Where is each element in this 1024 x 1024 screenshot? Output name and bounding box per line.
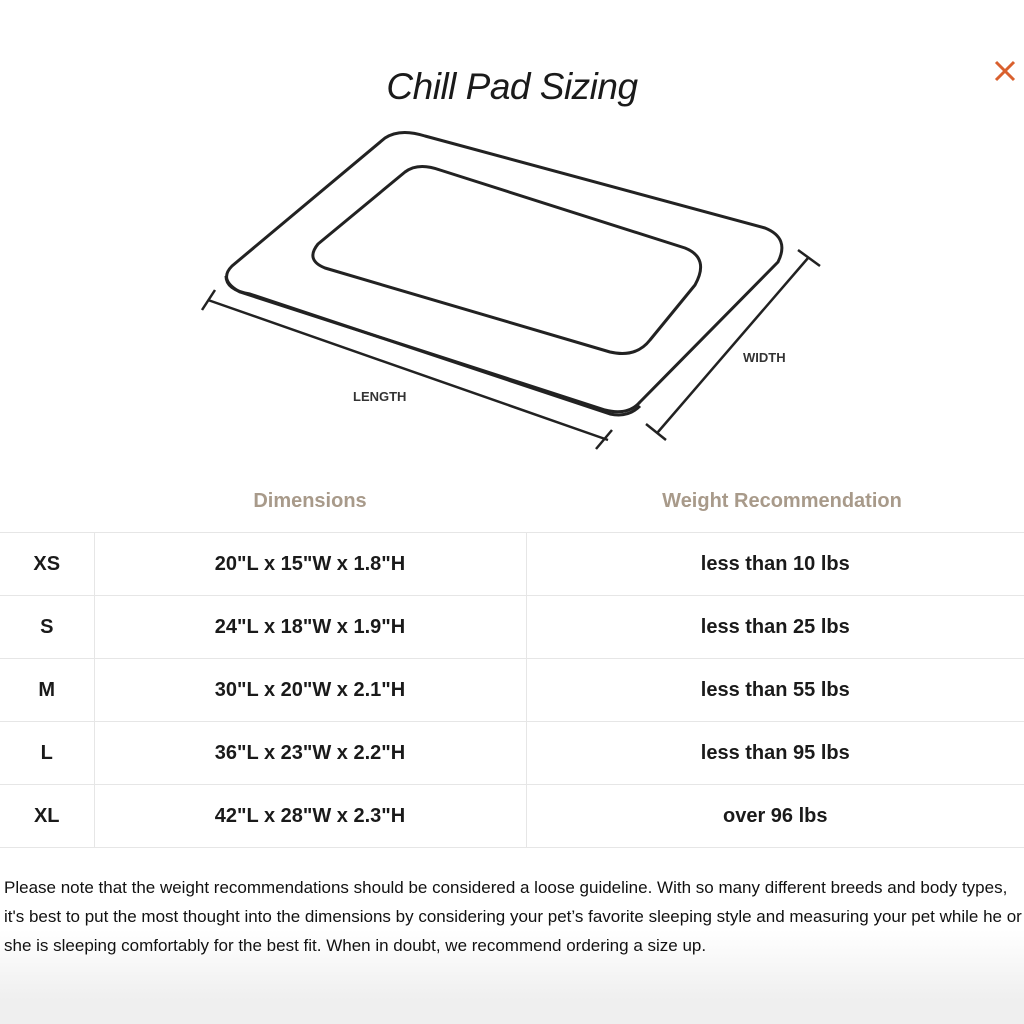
table-row [0, 722, 1024, 785]
cell-dimensions: 20"L x 15"W x 1.8"H [94, 533, 526, 596]
length-label: LENGTH [353, 389, 407, 404]
table-row [0, 785, 1024, 848]
pad-bottom-edge [226, 276, 640, 415]
cell-dimensions: 30"L x 20"W x 2.1"H [94, 659, 526, 722]
cell-weight: less than 10 lbs [526, 533, 1024, 596]
table-row [0, 659, 1024, 722]
cell-weight: over 96 lbs [526, 785, 1024, 848]
header-dimensions: Dimensions [253, 490, 367, 512]
cell-weight: less than 95 lbs [526, 722, 1024, 785]
cell-size: XS [0, 533, 94, 596]
cell-dimensions: 24"L x 18"W x 1.9"H [94, 596, 526, 659]
sizing-note: Please note that the weight recommendations should be considered a loose guideline. With so many different breeds and body types, it's best to put the most thought into the dimensions by considering your pet’s favorite sleeping style and measuring your pet while he or she is sleeping comfortably for the best fit. When in doubt, we recommend ordering a size up. [4, 878, 1022, 955]
cell-size: S [0, 596, 94, 659]
cell-size: L [0, 722, 94, 785]
width-dimension-line [646, 250, 820, 440]
width-label: WIDTH [743, 350, 786, 365]
chill-pad-diagram [0, 0, 1024, 470]
table-row [0, 533, 1024, 596]
length-dimension-line [202, 290, 612, 449]
sizing-table [0, 532, 1024, 848]
cell-weight: less than 55 lbs [526, 659, 1024, 722]
cell-dimensions: 36"L x 23"W x 2.2"H [94, 722, 526, 785]
cell-size: M [0, 659, 94, 722]
cell-size: XL [0, 785, 94, 848]
cell-weight: less than 25 lbs [526, 596, 1024, 659]
header-weight: Weight Recommendation [662, 490, 902, 512]
modal-title: Chill Pad Sizing [386, 66, 638, 107]
table-row [0, 596, 1024, 659]
cell-dimensions: 42"L x 28"W x 2.3"H [94, 785, 526, 848]
